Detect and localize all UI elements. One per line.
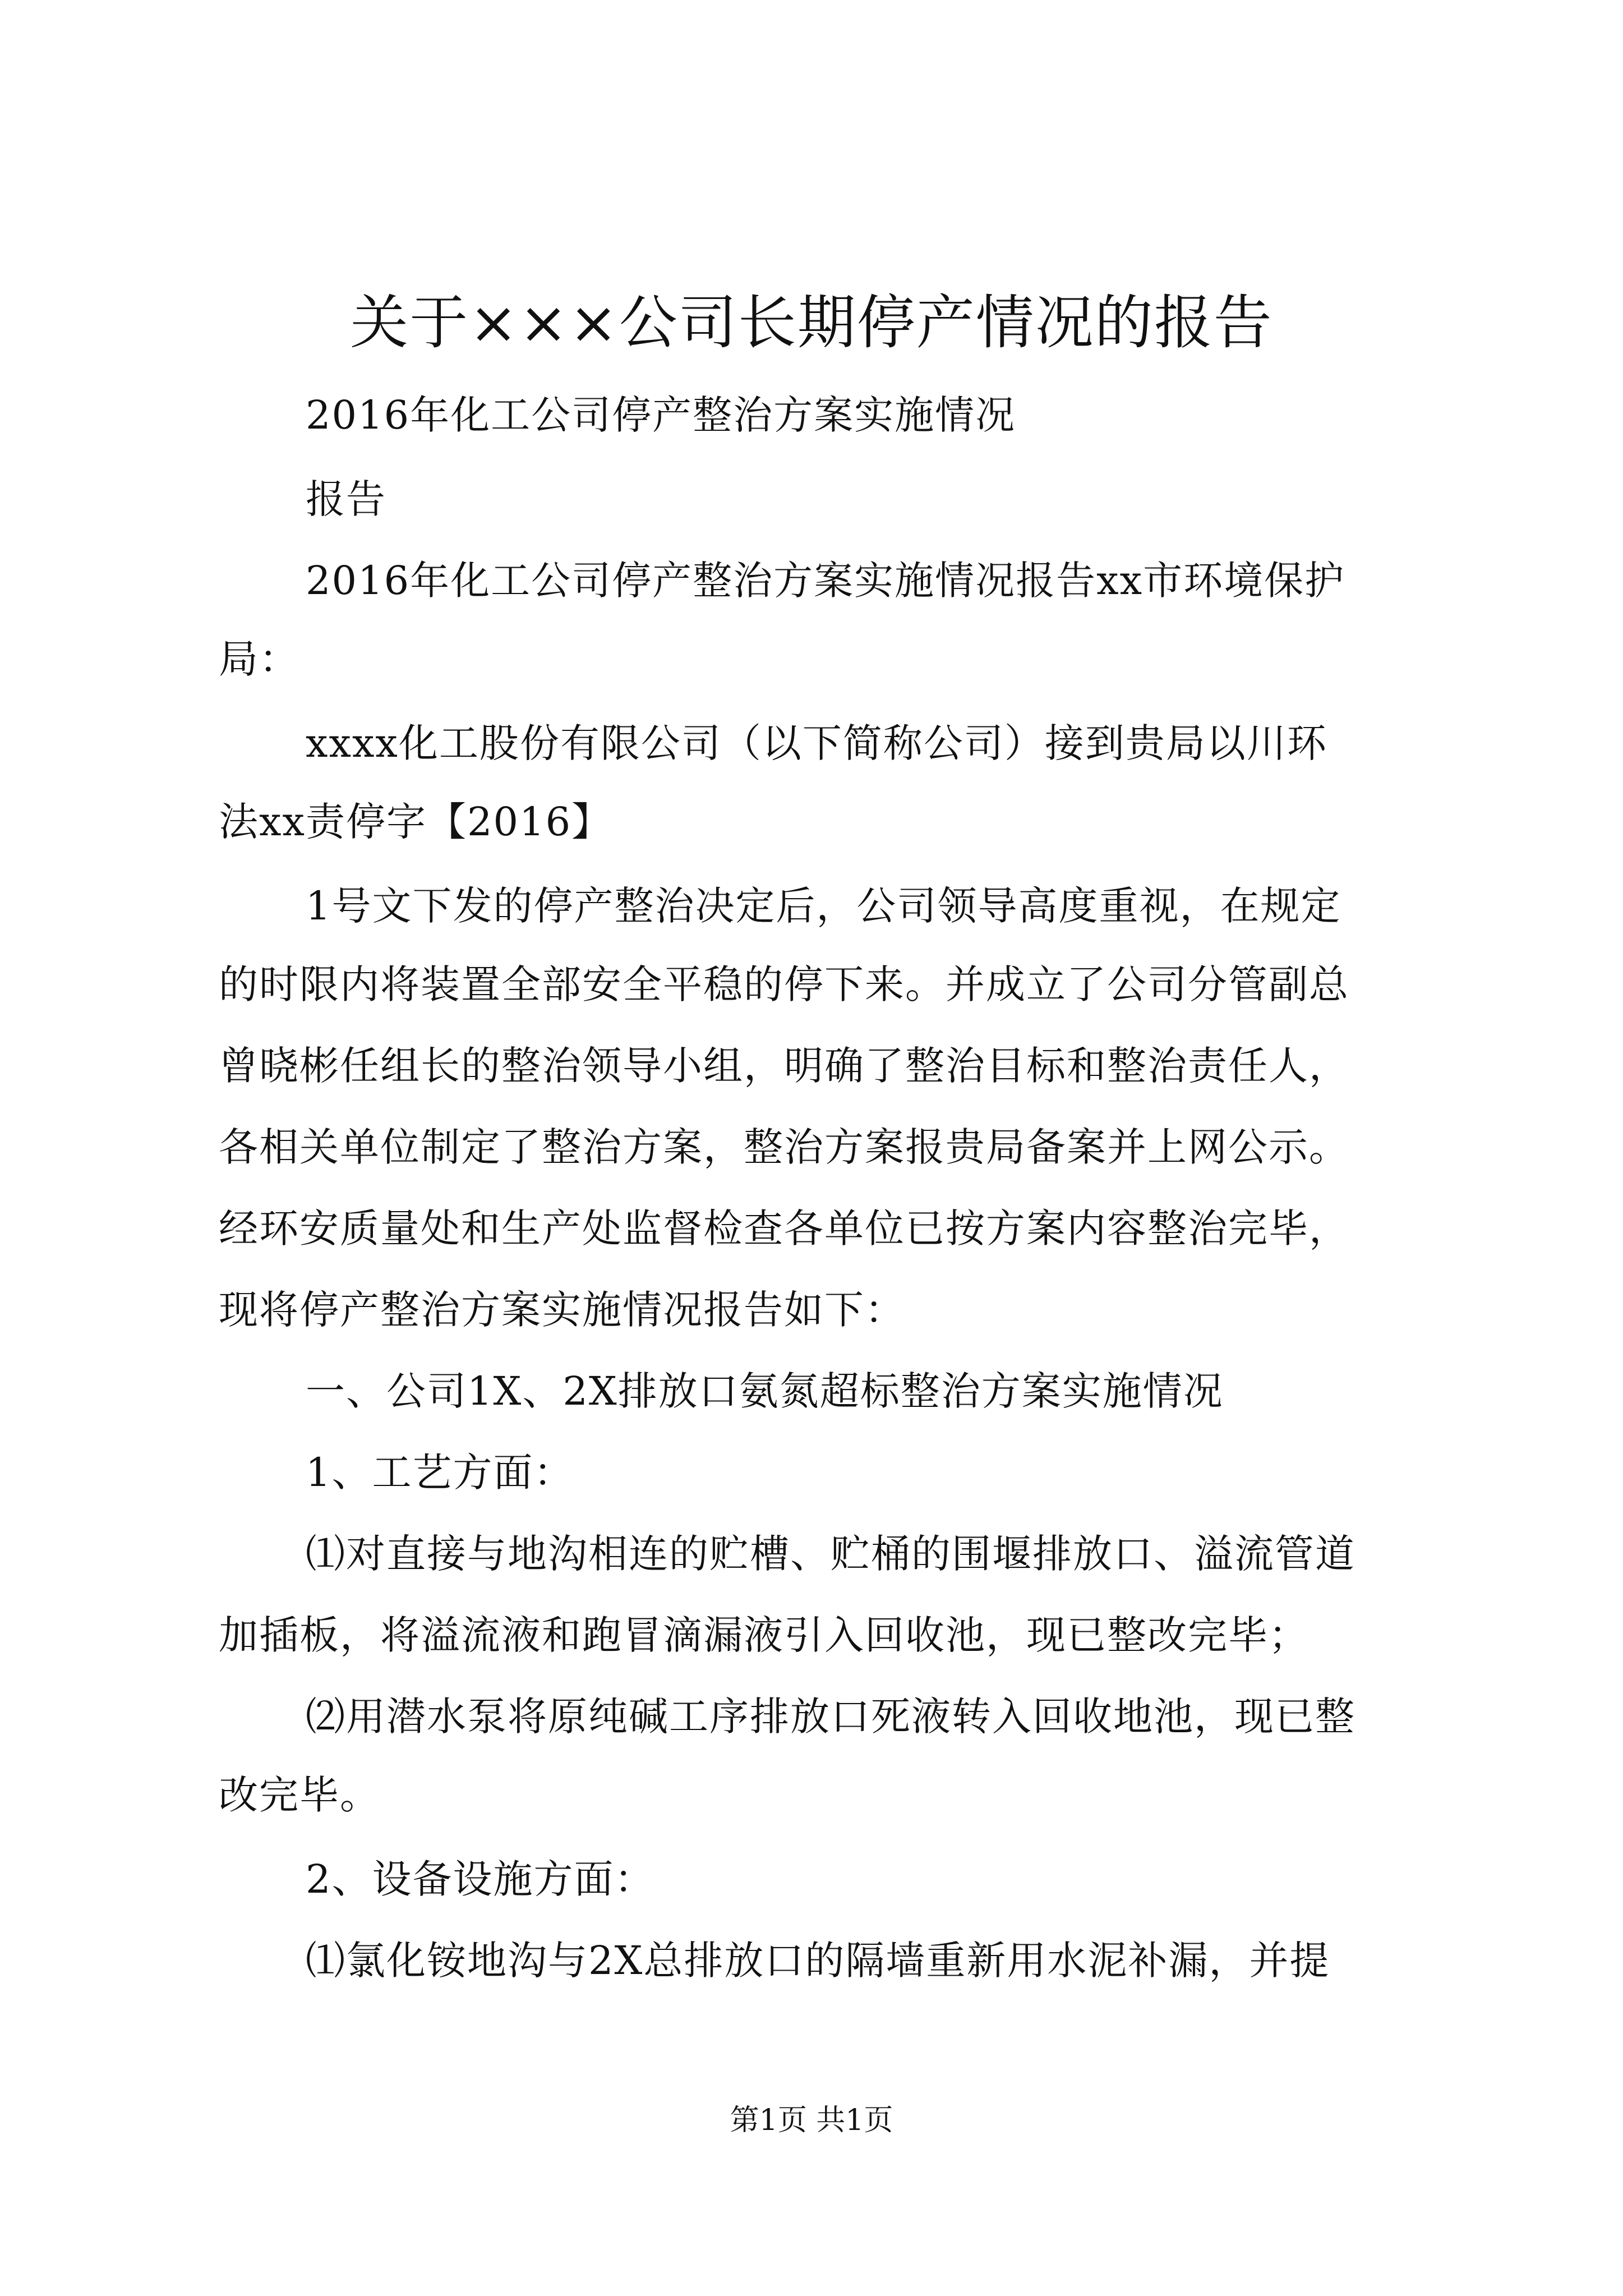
text-line-2: 报告 (306, 476, 386, 522)
text-line-10: 各相关单位制定了整治方案，整治方案报贵局备案并上网公示。 (219, 1124, 1349, 1170)
text-line-12: 现将停产整治方案实施情况报告如下： (219, 1287, 905, 1333)
document-title: 关于×××公司长期停产情况的报告 (350, 288, 1273, 357)
text-line-11: 经环安质量处和生产处监督检查各单位已按方案内容整治完毕， (219, 1205, 1349, 1251)
text-line-18: 改完毕。 (219, 1772, 380, 1818)
text-line-8: 的时限内将装置全部安全平稳的停下来。并成立了公司分管副总 (219, 961, 1349, 1007)
text-line-9: 曾晓彬任组长的整治领导小组，明确了整治目标和整治责任人， (219, 1043, 1349, 1089)
page-footer: 第1页 共1页 (730, 2104, 893, 2137)
text-line-13: 一、公司1X、2X排放口氨氮超标整治方案实施情况 (306, 1368, 1224, 1414)
text-line-4: 局： (219, 636, 299, 682)
text-line-5: xxxx化工股份有限公司（以下简称公司）接到贵局以川环 (306, 720, 1327, 766)
text-line-20: ⑴氯化铵地沟与2X总排放口的隔墙重新用水泥补漏，并提 (306, 1938, 1330, 1984)
text-line-14: 1、工艺方面： (306, 1450, 574, 1496)
text-line-17: ⑵用潜水泵将原纯碱工序排放口死液转入回收地池，现已整 (306, 1694, 1355, 1740)
text-line-7: 1号文下发的停产整治决定后，公司领导高度重视，在规定 (306, 883, 1341, 929)
text-line-19: 2、设备设施方面： (306, 1856, 655, 1902)
text-line-6: 法xx责停字【2016】 (219, 799, 612, 845)
text-line-16: 加插板，将溢流液和跑冒滴漏液引入回收池，现已整改完毕； (219, 1612, 1309, 1658)
text-line-15: ⑴对直接与地沟相连的贮槽、贮桶的围堰排放口、溢流管道 (306, 1531, 1355, 1577)
text-line-3: 2016年化工公司停产整治方案实施情况报告xx市环境保护 (306, 558, 1345, 604)
text-line-1: 2016年化工公司停产整治方案实施情况 (306, 392, 1016, 438)
